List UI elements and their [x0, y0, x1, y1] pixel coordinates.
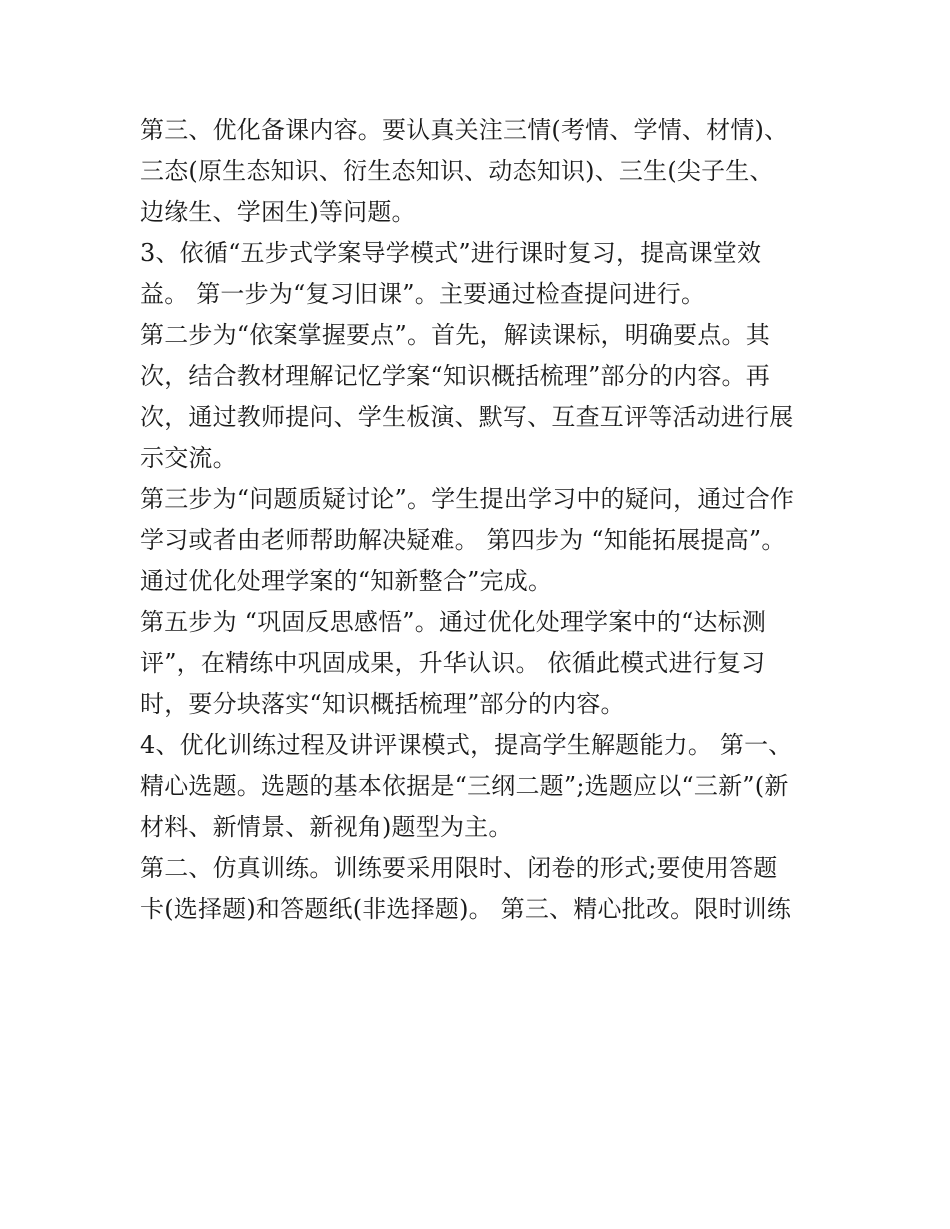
text-line: 通过优化处理学案的“知新整合”完成。	[140, 567, 553, 595]
text-line: 示交流。	[140, 444, 237, 472]
document-body	[140, 110, 820, 930]
text-line: 第三、优化备课内容。要认真关注三情(考情、学情、材情)、	[140, 116, 789, 144]
text-line: 三态(原生态知识、衍生态知识、动态知识)、三生(尖子生、	[140, 157, 774, 185]
text-line: 第三步为“问题质疑讨论”。学生提出学习中的疑问，通过合作	[140, 485, 795, 513]
text-line: 评”，在精练中巩固成果，升华认识。 依循此模式进行复习	[140, 649, 766, 677]
text-line: 边缘生、学困生)等问题。	[140, 198, 416, 226]
text-line: 次，结合教材理解记忆学案“知识概括梳理”部分的内容。再	[140, 362, 770, 390]
text-line: 精心选题。选题的基本依据是“三纲二题”;选题应以“三新”(新	[140, 772, 789, 800]
text-line: 材料、新情景、新视角)题型为主。	[140, 813, 513, 841]
text-line: 第二、仿真训练。训练要采用限时、闭卷的形式;要使用答题	[140, 854, 778, 882]
text-line: 益。 第一步为“复习旧课”。主要通过检查提问进行。	[140, 280, 706, 308]
text-line: 时，要分块落实“知识概括梳理”部分的内容。	[140, 690, 625, 718]
text-line: 第五步为 “巩固反思感悟”。通过优化处理学案中的“达标测	[140, 608, 767, 636]
text-line: 4、优化训练过程及讲评课模式，提高学生解题能力。 第一、	[140, 731, 793, 759]
text-line: 第二步为“依案掌握要点”。首先，解读课标，明确要点。其	[140, 321, 770, 349]
text-line: 卡(选择题)和答题纸(非选择题)。 第三、精心批改。限时训练	[140, 895, 792, 923]
text-line: 学习或者由老师帮助解决疑难。 第四步为 “知能拓展提高”。	[140, 526, 786, 554]
text-line: 次，通过教师提问、学生板演、默写、互查互评等活动进行展	[140, 403, 794, 431]
text-line: 3、依循“五步式学案导学模式”进行课时复习，提高课堂效	[140, 239, 762, 267]
